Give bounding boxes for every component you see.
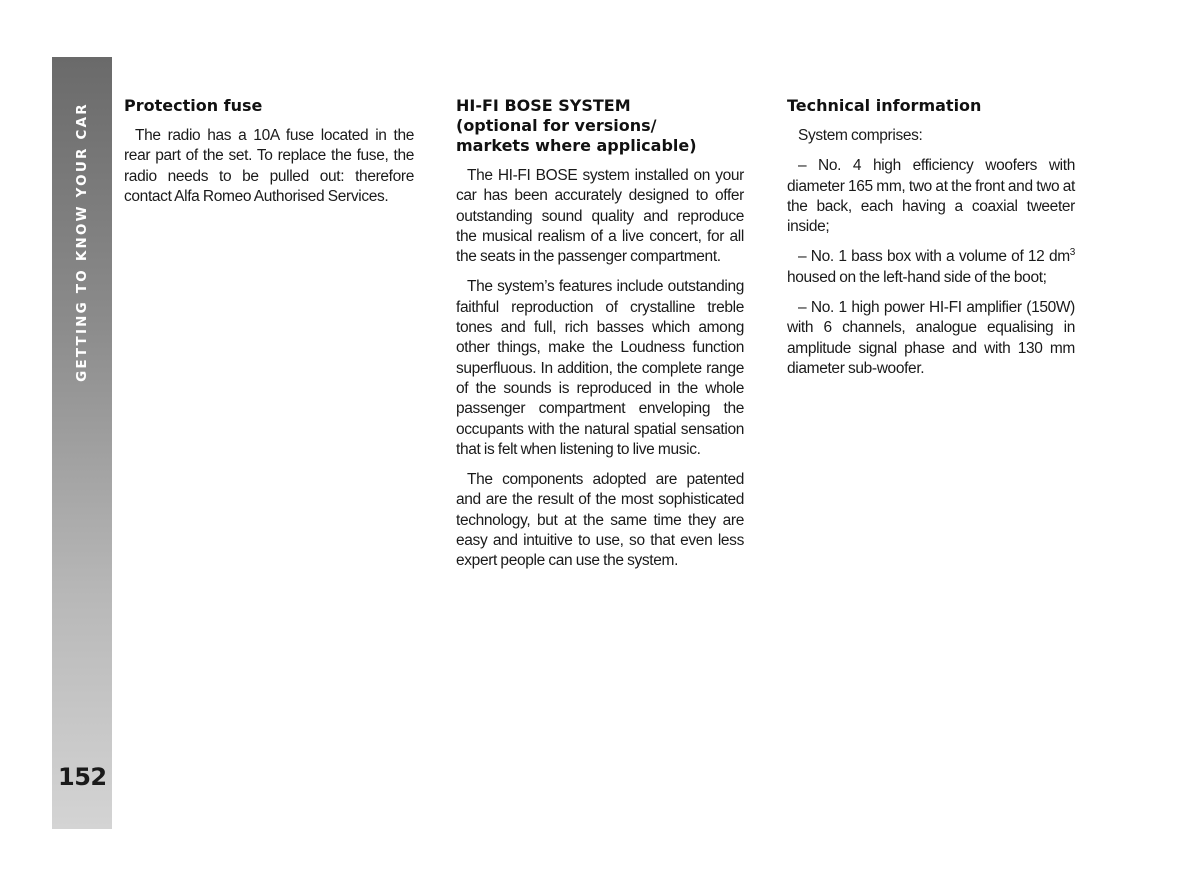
protection-fuse-paragraph: The radio has a 10A fuse located in the rear part of the set. To replace the fuse, the radio needs to be pulled out: therefore contact Alfa Romeo Authorised Services.	[124, 127, 414, 205]
bass-box-text-end: housed on the left-hand side of the boot;	[787, 268, 1047, 286]
hifi-bose-heading-line3: markets where applicable)	[456, 136, 697, 155]
technical-info-heading: Technical information	[787, 96, 982, 115]
hifi-bose-heading	[456, 96, 744, 156]
technical-info-intro: System comprises:	[798, 127, 923, 144]
bass-box-text: – No. 1 bass box with a volume of 12 dm	[798, 248, 1070, 266]
column-protection-fuse	[124, 96, 414, 217]
technical-info-item-woofers: – No. 4 high efficiency woofers with diameter 165 mm, two at the front and two at the back, each having a coaxial tweeter inside;	[787, 157, 1075, 236]
column-hifi-bose	[456, 96, 744, 582]
hifi-bose-heading-line2: (optional for versions/	[456, 116, 657, 135]
page-number: 152	[58, 763, 107, 791]
hifi-bose-heading-line1: HI-FI BOSE SYSTEM	[456, 96, 631, 115]
section-title: GETTING TO KNOW YOUR CAR	[74, 102, 90, 382]
column-technical-info	[787, 96, 1075, 389]
hifi-bose-paragraph-3: The components adopted are patented and are the result of the most sophisticated technology, but at the same time they are easy and intuitive to use, so that even less expert people can use the system.	[456, 471, 744, 570]
hifi-bose-paragraph-2: The system’s features include outstanding faithful reproduction of crystalline treble tones and full, rich basses which among other things, make the Loudness function superfluous. In addition, the complete range of the sounds is reproduced in the whole passenger compartment enveloping the occupants with the natural spatial sensation that is felt when listening to live music.	[456, 278, 744, 458]
bass-box-superscript: 3	[1069, 247, 1075, 259]
technical-info-item-amplifier: – No. 1 high power HI-FI amplifier (150W) with 6 channels, analogue equalising in amplitude signal phase and with 130 mm diameter sub-woofer.	[787, 299, 1075, 377]
technical-info-item-bass-box	[787, 247, 1075, 288]
hifi-bose-paragraph-1: The HI-FI BOSE system installed on your car has been accurately designed to offer outstanding sound quality and reproduce the musical realism of a live concert, for all the seats in the passenger compartment.	[456, 167, 744, 266]
protection-fuse-heading: Protection fuse	[124, 96, 263, 115]
